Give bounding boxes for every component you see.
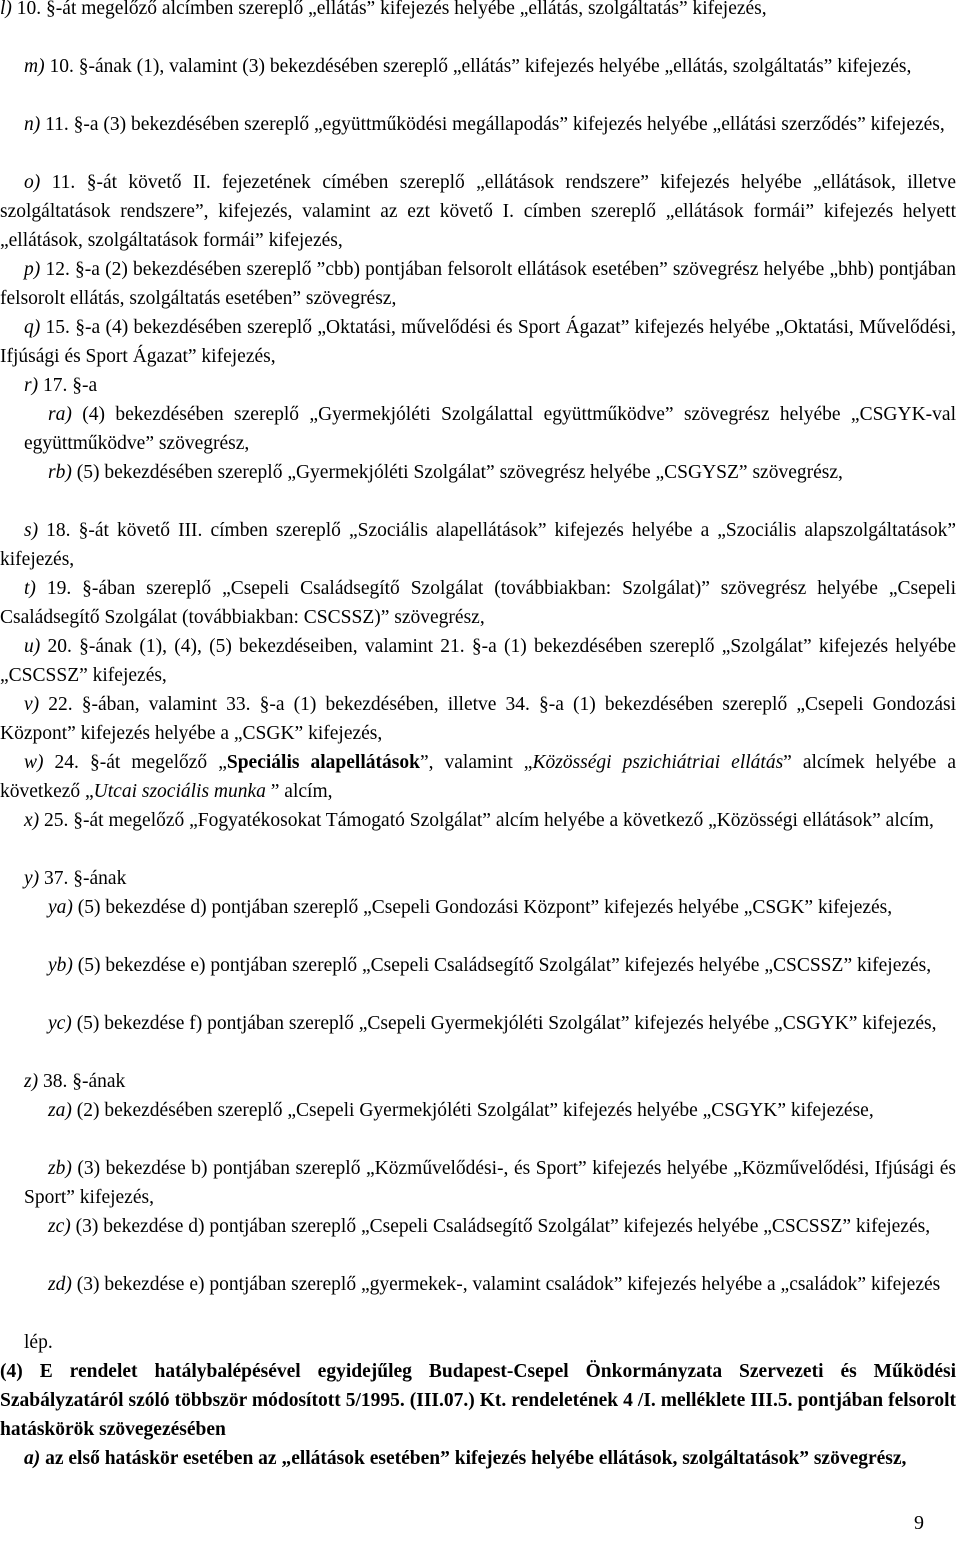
item-label: zc) [48,1216,71,1237]
item-zb [0,1154,956,1212]
item-zd [0,1270,956,1299]
section-4-heading [0,1357,956,1444]
item-rb [0,458,956,487]
item-text: (5) bekezdésében szereplő „Gyermekjóléti Szolgálat” szövegrész helyébe „CSGYSZ” szövegrész, [71,462,843,483]
item-text: (5) bekezdése d) pontjában szereplő „Csepeli Gondozási Központ” kifejezés helyébe „CSGK” kifejezés, [72,897,893,918]
item-label: y) [24,868,40,889]
item-m [0,52,956,81]
section-4-item-a [0,1444,956,1473]
italic-subtitle: Közösségi pszichiátriai ellátás [532,752,784,773]
item-label: r) [24,375,39,396]
item-ya [0,893,956,922]
page-number: 9 [914,1512,924,1534]
item-text: 25. §-át megelőző „Fogyatékosokat Támogató Szolgálat” alcím helyébe a következő „Közösségi ellátások” alcím, [39,810,934,831]
item-t [0,574,956,632]
item-label: u) [24,636,41,657]
item-label: yb) [48,955,73,976]
item-label: ra) [48,404,72,425]
item-text: (3) bekezdése e) pontjában szereplő „gyermekek-, valamint családok” kifejezés helyébe a „családok” kifejezés [71,1274,941,1295]
item-x [0,806,956,835]
item-text: 20. §-ának (1), (4), (5) bekezdéseiben, valamint 21. §-a (1) bekezdésében szereplő „Szolgálat” kifejezés helyébe „CSCSSZ” kifejezés, [0,636,956,686]
item-label: zb) [48,1158,72,1179]
item-label: v) [24,694,40,715]
item-label: s) [24,520,39,541]
item-text: (5) bekezdése f) pontjában szereplő „Csepeli Gyermekjóléti Szolgálat” kifejezés helyébe „CSGYK” kifejezés, [71,1013,937,1034]
item-label: q) [24,317,41,338]
item-text: 11. §-át követő II. fejezetének címében szereplő „ellátások rendszere” kifejezés helyébe „ellátások, illetve szolgáltatások rendszere”, kifejezés, valamint az ezt követő I. címben szereplő „ellátások formái” kifejezés helyett „ellátások, szolgáltatások formái” kifejezés, [0,172,956,251]
item-o [0,168,956,255]
closing-word: lép. [24,1332,53,1353]
item-label: w) [24,752,44,773]
item-label: yc) [48,1013,72,1034]
item-label: m) [24,56,45,77]
item-text: 22. §-ában, valamint 33. §-a (1) bekezdésében, illetve 34. §-a (1) bekezdésében szereplő „Csepeli Gondozási Központ” kifejezés helyébe a „CSGK” kifejezés, [0,694,956,744]
item-text: az első hatáskör esetében az „ellátások esetében” kifejezés helyébe ellátások, szolgáltatások” szövegrész, [40,1448,907,1469]
item-text: 10. §-ának (1), valamint (3) bekezdésében szereplő „ellátás” kifejezés helyébe „ellátás, szolgáltatás” kifejezés, [44,56,912,77]
item-text: ” alcím, [265,781,333,802]
item-za [0,1096,956,1125]
item-label: l) [0,0,12,19]
item-label: o) [24,172,41,193]
item-zc [0,1212,956,1241]
item-text: ” alcímek helyébe a következő „ [0,752,956,802]
section-4-text: (4) E rendelet hatálybalépésével egyidejűleg Budapest-Csepel Önkormányzata Szervezeti és Működési Szabályzatáról szóló többször módosított 5/1995. (III.07.) Kt. rendeletének 4 /I. melléklete III.5. pontjában felsorolt hatáskörök szövegezésében [0,1361,956,1440]
item-n [0,110,956,139]
item-label: t) [24,578,36,599]
item-q [0,313,956,371]
item-text: 12. §-a (2) bekezdésében szereplő ”cbb) pontjában felsorolt ellátások esetében” szövegrész helyébe „bhb) pontjában felsorolt ellátás, szolgáltatás esetében” szövegrész, [0,259,956,309]
item-label: z) [24,1071,39,1092]
item-text: 10. §-át megelőző alcímben szereplő „ellátás” kifejezés helyébe „ellátás, szolgáltatás” kifejezés, [11,0,767,19]
item-text: ”, valamint „ [419,752,533,773]
item-label: x) [24,810,40,831]
item-label: n) [24,114,41,135]
item-text: (2) bekezdésében szereplő „Csepeli Gyermekjóléti Szolgálat” kifejezés helyébe „CSGYK” kifejezése, [71,1100,874,1121]
item-text: 11. §-a (3) bekezdésében szereplő „együttműködési megállapodás” kifejezés helyébe „ellátási szerződés” kifejezés, [40,114,945,135]
item-label: za) [48,1100,72,1121]
item-text: 19. §-ában szereplő „Csepeli Családsegítő Szolgálat (továbbiakban: Szolgálat)” szövegrész helyébe „Csepeli Családsegítő Szolgálat (továbbiakban: CSCSSZ)” szövegrész, [0,578,956,628]
item-p [0,255,956,313]
item-text: (4) bekezdésében szereplő „Gyermekjóléti Szolgálattal együttműködve” szövegrész helyébe „CSGYK-val együttműködve” szövegrész, [24,404,956,454]
item-text: (3) bekezdése d) pontjában szereplő „Csepeli Családsegítő Szolgálat” kifejezés helyébe „CSCSSZ” kifejezés, [70,1216,931,1237]
item-u [0,632,956,690]
item-s [0,516,956,574]
item-text: 17. §-a [38,375,98,396]
item-label: rb) [48,462,72,483]
item-z [0,1067,956,1096]
item-text: (5) bekezdése e) pontjában szereplő „Csepeli Családsegítő Szolgálat” kifejezés helyébe „CSCSSZ” kifejezés, [72,955,932,976]
item-text: (3) bekezdése b) pontjában szereplő „Közművelődési-, és Sport” kifejezés helyébe „Közművelődési, Ifjúsági és Sport” kifejezés, [24,1158,956,1208]
item-text: 38. §-ának [38,1071,126,1092]
item-ra [0,400,956,458]
item-v [0,690,956,748]
item-yb [0,951,956,980]
item-text: 37. §-ának [39,868,127,889]
item-label: zd) [48,1274,72,1295]
bold-subtitle: Speciális alapellátások [226,752,420,773]
item-text: 24. §-át megelőző „ [43,752,227,773]
item-text: 18. §-át követő III. címben szereplő „Szociális alapellátások” kifejezés helyébe a „Szociális alapszolgáltatások” kifejezés, [0,520,956,570]
item-r [0,371,956,400]
italic-subtitle: Utcai szociális munka [93,781,266,802]
item-label: a) [24,1448,41,1469]
item-label: ya) [48,897,73,918]
item-text: 15. §-a (4) bekezdésében szereplő „Oktatási, művelődési és Sport Ágazat” kifejezés helyébe „Oktatási, Művelődési, Ifjúsági és Sport Ágazat” kifejezés, [0,317,956,367]
item-label: p) [24,259,41,280]
item-y [0,864,956,893]
item-yc [0,1009,956,1038]
item-l [0,0,956,23]
item-w [0,748,956,806]
